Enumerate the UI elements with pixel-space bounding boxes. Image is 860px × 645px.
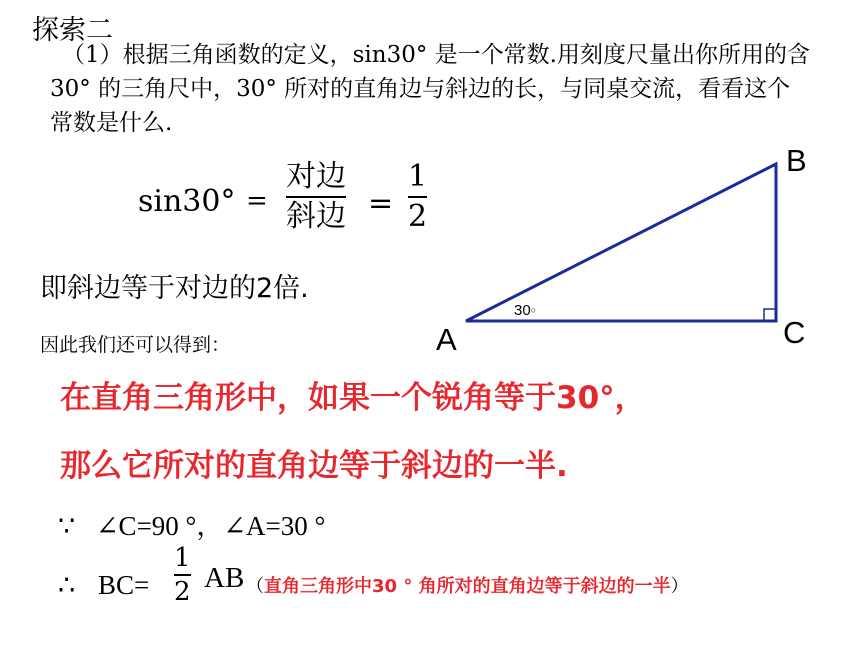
vertex-c-label: C xyxy=(783,315,806,350)
half-bar xyxy=(408,196,427,198)
formula-fraction-sides xyxy=(286,160,346,234)
half-denominator: 2 xyxy=(408,199,428,234)
angle-label xyxy=(514,302,536,319)
formula-fraction-half xyxy=(408,160,427,234)
note-close-paren: ） xyxy=(670,576,689,597)
because-text: ∠C=90 °，∠A=30 ° xyxy=(95,511,326,541)
exploration-paragraph xyxy=(50,38,810,140)
angle-degree-mark: ○ xyxy=(530,305,537,315)
therefore-numerator: 1 xyxy=(174,543,191,573)
formula-equals-2: = xyxy=(368,186,394,221)
angle-value: 30 xyxy=(514,302,531,319)
therefore-fraction xyxy=(174,544,191,606)
theorem-line-2: 那么它所对的直角边等于斜边的一半. xyxy=(60,448,568,484)
therefore-lhs: BC= xyxy=(98,570,150,600)
fraction-bar xyxy=(286,196,346,198)
hence-statement: 因此我们还可以得到： xyxy=(40,334,231,356)
note-text: 直角三角形中30 ° 角所对的直角边等于斜边的一半 xyxy=(264,576,671,597)
exploration-text: （1）根据三角函数的定义，sin30° 是一个常数.用刻度尺量出你所用的含30° 的三角尺中，30° 所对的直角边与斜边的长，与同桌交流，看看这个常数是什么. xyxy=(50,42,810,136)
therefore-bar xyxy=(174,574,191,576)
right-angle-marker xyxy=(764,309,776,321)
therefore-note xyxy=(246,572,689,598)
formula-equals: = xyxy=(246,186,268,216)
vertex-b-label: B xyxy=(786,143,807,178)
page-title: 探索二 xyxy=(32,15,113,46)
therefore-denominator: 2 xyxy=(174,577,191,607)
half-numerator: 1 xyxy=(408,159,428,194)
therefore-symbol: ∴ xyxy=(58,570,76,600)
note-open-paren: （ xyxy=(246,576,264,597)
triangle-shape xyxy=(466,164,776,321)
formula-lhs: sin30° xyxy=(138,184,236,219)
because-line xyxy=(58,504,325,543)
therefore-rhs: AB xyxy=(204,562,245,594)
fraction-numerator: 对边 xyxy=(286,159,346,194)
vertex-a-label: A xyxy=(436,322,457,357)
double-statement: 即斜边等于对边的2倍. xyxy=(40,273,309,304)
theorem-line-1: 在直角三角形中，如果一个锐角等于30°， xyxy=(60,380,646,416)
because-symbol: ∵ xyxy=(58,511,76,541)
fraction-denominator: 斜边 xyxy=(286,199,346,234)
